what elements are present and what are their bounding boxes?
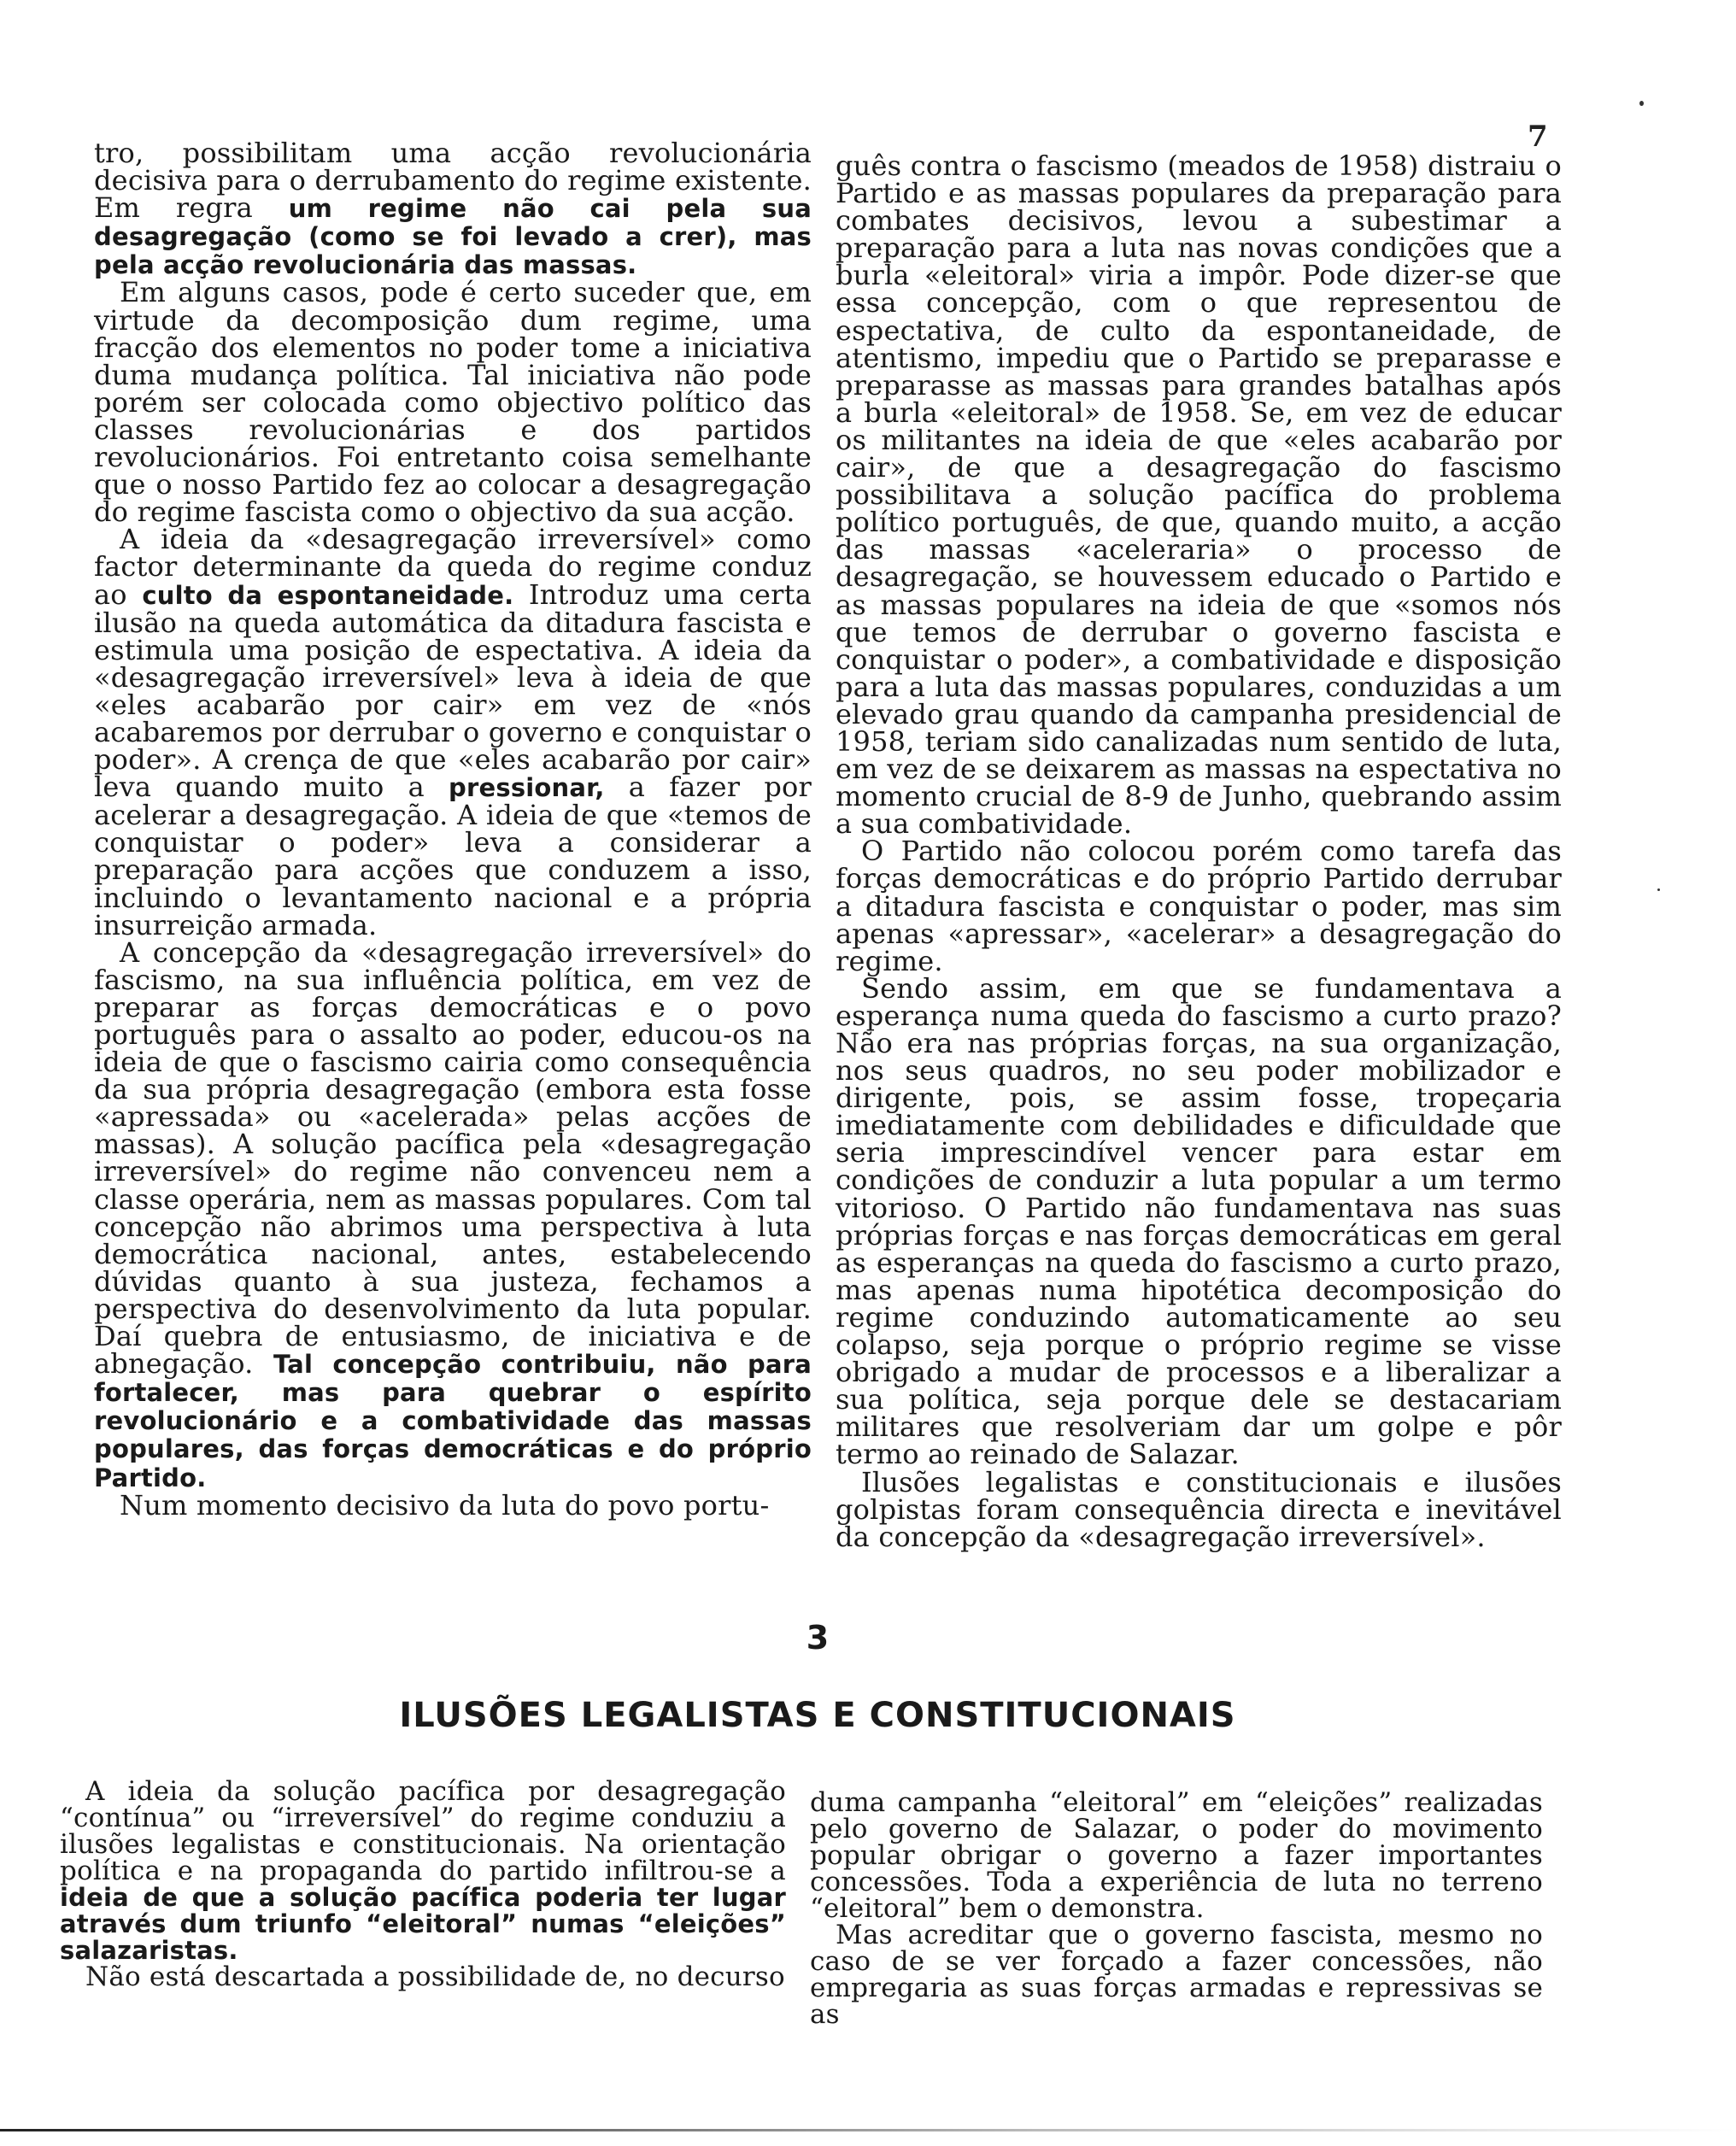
- top-right-column: [836, 152, 1562, 1551]
- paragraph-text: A concepção da «desagregação irreversível» do fascismo, na sua influência política, em vez de preparar as forças democráticas e o povo português para o assalto ao poder, educou-os na ideia de que o fascismo cairia como consequência da sua própria desagregação (embora esta fosse «apressada» ou «acelerada» pelas acções de massas). A solução pacífica pela «desagregação irreversível» do regime não convenceu nem a classe operária, nem as massas populares. Com tal concepção não abrimos uma perspectiva à luta democrática nacional, antes, estabelecendo dúvidas quanto à sua justeza, fechamos a perspectiva do desenvolvimento da luta popular. Daí quebra de entusiasmo, de iniciativa e de abnegação.: [94, 935, 812, 1381]
- paragraph-text: Ilusões legalistas e constitucionais e ilusões golpistas foram consequência directa e inevitável da concepção da «desagregação irreversível».: [836, 1465, 1562, 1553]
- page-number: 7: [1528, 120, 1548, 154]
- paragraph-text: Sendo assim, em que se fundamentava a esperança numa queda do fascismo a curto prazo? Não era nas próprias forças, na sua organização, nos seus quadros, no seu poder mobilizador e dirigente, pois, se assim fosse, tropeçaria imediatamente com debilidades e dificuldade que seria imprescindível vencer para estar em condições de conduzir a luta popular a um termo vitorioso. O Partido não fundamentava nas suas próprias forças e nas forças democráticas em geral as esperanças na queda do fascismo a curto prazo, mas apenas numa hipotética decomposição do regime conduzindo automaticamente ao seu colapso, seja porque o próprio regime se visse obrigado a mudar de processos e a liberalizar a sua política, seja porque dele se destacariam militares que resolveriam dar um golpe e pôr termo ao reinado de Salazar.: [836, 971, 1562, 1471]
- paragraph: [60, 1776, 786, 1965]
- scan-edge-rule: [0, 2129, 1736, 2131]
- emphasized-text: Tal concepção contribuiu, não para fortalecer, mas para quebrar o espírito revolucionário e a combatividade das massas populares, das forças democráticas e do próprio Partido.: [94, 1350, 812, 1492]
- scan-speck: [1657, 888, 1660, 891]
- paragraph-text: tro, possibilitam uma acção revolucionária decisiva para o derrubamento do regime existente. Em regra: [94, 137, 812, 225]
- paragraph-text: O Partido não colocou porém como tarefa das forças democráticas e do próprio Partido derrubar a ditadura fascista e conquistar o poder, mas sim apenas «apressar», «acelerar» a desagregação do regime.: [836, 835, 1562, 977]
- paragraph-text: duma campanha “eleitoral” em “eleições” realizadas pelo governo de Salazar, o poder do movimento popular obrigar o governo a fazer importantes concessões. Toda a experiência de luta no terreno “eleitoral” bem o demonstra.: [810, 1787, 1543, 1924]
- paragraph: [810, 1787, 1543, 1924]
- paragraph: [836, 150, 1562, 841]
- paragraph: [94, 139, 812, 279]
- scan-speck: [1639, 101, 1644, 106]
- paragraph-text: Num momento decisivo da luta do povo portu-: [120, 1488, 770, 1522]
- paragraph: [836, 835, 1562, 977]
- paragraph: [94, 523, 812, 941]
- paragraph-text: A ideia da solução pacífica por desagregação “contínua” ou “irreversível” do regime conduziu a ilusões legalistas e constitucionais. Na orientação política e na propaganda do partido infiltrou-se a: [60, 1776, 786, 1886]
- paragraph-text: a fazer por acelerar a desagregação. A ideia de que «temos de conquistar o poder» leva a considerar a preparação para acções que conduzem a isso, incluindo o levantamento nacional e a própria insurreição armada.: [94, 771, 812, 941]
- emphasized-text: pressionar,: [449, 773, 605, 803]
- bottom-right-column: [810, 1787, 1543, 2030]
- paragraph: [836, 971, 1562, 1471]
- top-left-column: [94, 137, 812, 1522]
- paragraph-text: Introduz uma certa ilusão na queda automática da ditadura fascista e estimula uma posição de espectativa. A ideia da «desagregação irreversível» leva à ideia de que «eles acabarão por cair» em vez de «nós acabaremos por derrubar o governo e conquistar o poder». A crença de que «eles acabarão por cair» leva quando muito a: [94, 578, 812, 804]
- emphasized-text: um regime não cai pela sua desagregação (como se foi levado a crer), mas pela acção revolucionária das massas.: [94, 194, 812, 280]
- paragraph: [810, 1922, 1543, 2028]
- paragraph-text: Em alguns casos, pode é certo suceder que, em virtude da decomposição dum regime, uma fracção dos elementos no poder tome a iniciativa duma mudança política. Tal iniciativa não pode porém ser colocada como objectivo político das classes revolucionárias e dos partidos revolucionários. Foi entretanto coisa semelhante que o nosso Partido fez ao colocar a desagregação do regime fascista como o objectivo da sua acção.: [94, 276, 812, 529]
- bottom-left-column: [60, 1776, 786, 1992]
- emphasized-text: ideia de que a solução pacífica poderia ter lugar através dum triunfo “eleitoral” numas “eleições” salazaristas.: [60, 1883, 786, 1965]
- paragraph: [94, 276, 812, 529]
- paragraph-text: Não está descartada a possibilidade de, no decurso: [85, 1961, 785, 1992]
- paragraph-text: guês contra o fascismo (meados de 1958) distraiu o Partido e as massas populares da preparação para combates decisivos, levou a subestimar a preparação para a luta nas novas condições que a burla «eleitoral» viria a impôr. Pode dizer-se que essa concepção, com o que representou de espectativa, de culto da espontaneidade, de atentismo, impediu que o Partido se preparasse e preparasse as massas para grandes batalhas após a burla «eleitoral» de 1958. Se, em vez de educar os militantes na ideia de que «eles acabarão por cair», de que a desagregação do fascismo possibilitava a solução pacífica do problema político português, de que, quando muito, a acção das massas «aceleraria» o processo de desagregação, se houvessem educado o Partido e as massas populares na ideia de que «somos nós que temos de derrubar o governo fascista e conquistar o poder», a combatividade e disposição para a luta das massas populares, conduzidas a um elevado grau quando da campanha presidencial de 1958, teriam sido canalizadas num sentido de luta, em vez de se deixarem as massas na espectativa no momento crucial de 8-9 de Junho, quebrando assim a sua combatividade.: [836, 150, 1562, 841]
- section-number: 3: [806, 1619, 830, 1656]
- paragraph-text: A ideia da «desagregação irreversível» como factor determinante da queda do regime conduz ao: [94, 523, 812, 611]
- paragraph-text: Mas acreditar que o governo fascista, mesmo no caso de se ver forçado a fazer concessões, não empregaria as suas forças armadas e repressivas se as: [810, 1920, 1543, 2030]
- emphasized-text: culto da espontaneidade.: [142, 580, 514, 610]
- paragraph: [94, 935, 812, 1492]
- paragraph: [94, 1488, 812, 1522]
- paragraph: [60, 1961, 786, 1992]
- paragraph: [836, 1465, 1562, 1553]
- section-title: ILUSÕES LEGALISTAS E CONSTITUCIONAIS: [399, 1696, 1236, 1735]
